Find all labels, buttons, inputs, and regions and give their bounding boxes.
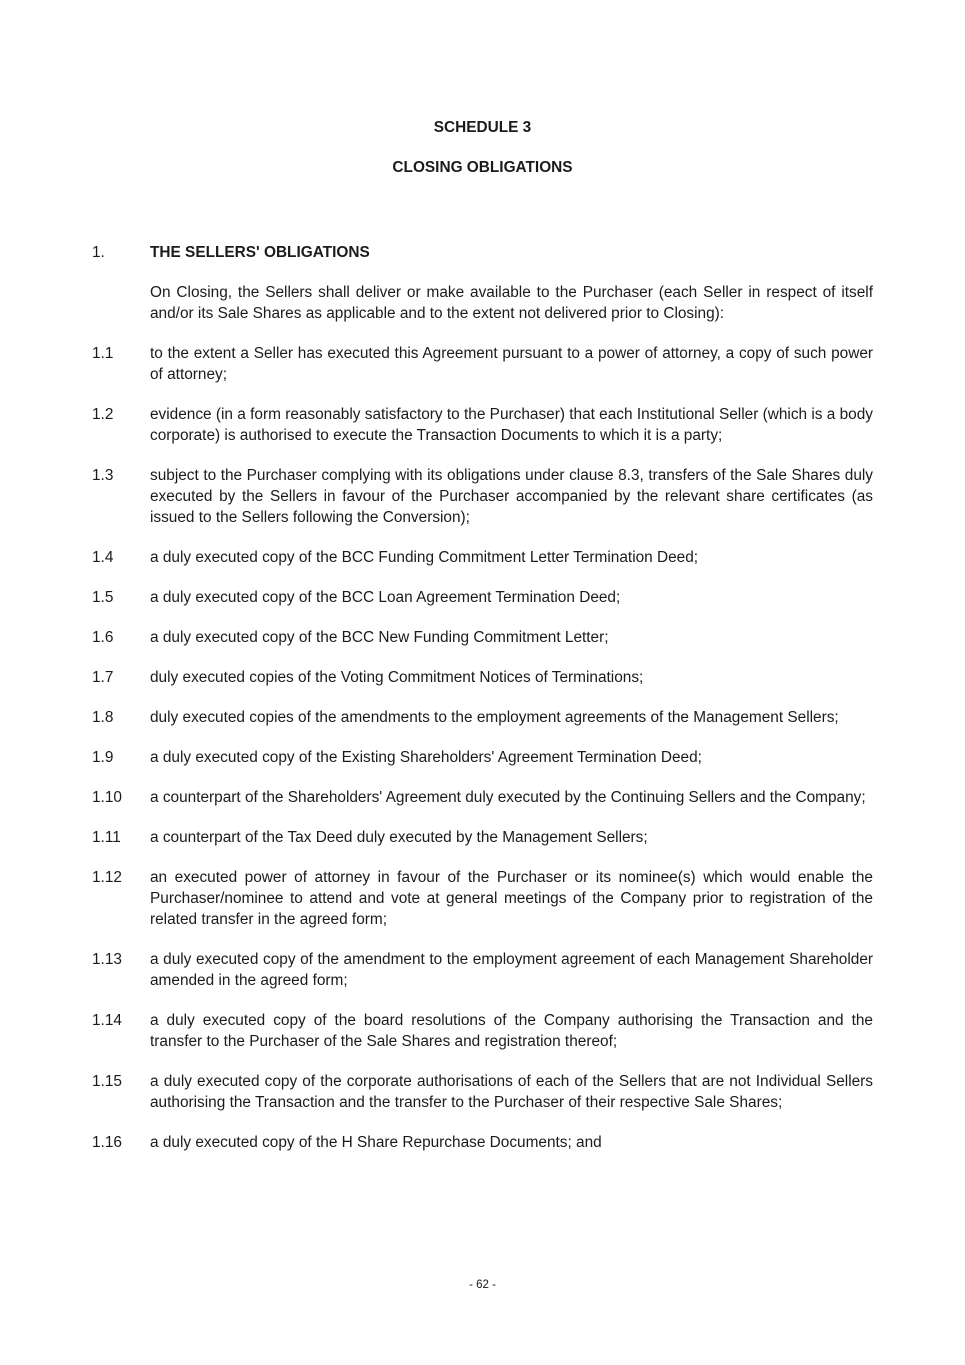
clause-number: 1.14 — [92, 1012, 122, 1029]
clause-item — [92, 667, 873, 688]
clause-item — [92, 867, 873, 930]
clause-number: 1.6 — [92, 629, 114, 646]
section-intro-row — [92, 282, 873, 324]
clause-text: duly executed copies of the amendments to the employment agreements of the Management Sellers; — [150, 709, 839, 726]
clause-number: 1.10 — [92, 789, 122, 806]
clause-number: 1.12 — [92, 869, 122, 886]
section-number: 1. — [92, 244, 105, 261]
section-heading: THE SELLERS' OBLIGATIONS — [150, 244, 370, 261]
clause-number: 1.7 — [92, 669, 114, 686]
clause-text: evidence (in a form reasonably satisfactory to the Purchaser) that each Institutional Seller (which is a body corporate) is authorised to execute the Transaction Documents to which it is a party; — [150, 406, 873, 444]
page-number: - 62 - — [469, 1279, 496, 1291]
clause-text: duly executed copies of the Voting Commitment Notices of Terminations; — [150, 669, 644, 686]
clause-item — [92, 787, 873, 808]
clause-text: a counterpart of the Tax Deed duly executed by the Management Sellers; — [150, 829, 648, 846]
clause-text: a duly executed copy of the BCC Funding Commitment Letter Termination Deed; — [150, 549, 699, 566]
clause-item — [92, 1071, 873, 1113]
clause-number: 1.15 — [92, 1073, 122, 1090]
clause-text: an executed power of attorney in favour of the Purchaser or its nominee(s) which would enable the Purchaser/nominee to attend and vote at general meetings of the Company prior to registration of the related transfer in the agreed form; — [150, 869, 873, 928]
clause-number: 1.13 — [92, 951, 122, 968]
clause-item — [92, 404, 873, 446]
clause-text: a counterpart of the Shareholders' Agreement duly executed by the Continuing Sellers and the Company; — [150, 789, 866, 806]
clause-number: 1.11 — [92, 829, 121, 846]
clause-text: a duly executed copy of the BCC New Funding Commitment Letter; — [150, 629, 609, 646]
intro-gutter — [92, 282, 150, 324]
clause-item — [92, 949, 873, 991]
clause-number: 1.4 — [92, 549, 114, 566]
clause-number: 1.3 — [92, 467, 114, 484]
clause-item — [92, 343, 873, 385]
clause-item — [92, 1132, 873, 1153]
clause-item — [92, 1010, 873, 1052]
clause-item — [92, 747, 873, 768]
clause-item — [92, 465, 873, 528]
clause-item — [92, 827, 873, 848]
clause-text: a duly executed copy of the board resolutions of the Company authorising the Transaction and the transfer to the Purchaser of the Sale Shares and registration thereof; — [150, 1012, 873, 1050]
clause-text: subject to the Purchaser complying with its obligations under clause 8.3, transfers of the Sale Shares duly executed by the Sellers in favour of the Purchaser accompanied by the relevant share certificates (as issued to the Sellers following the Conversion); — [150, 467, 873, 526]
clause-text: a duly executed copy of the BCC Loan Agreement Termination Deed; — [150, 589, 621, 606]
clause-item — [92, 707, 873, 728]
clause-number: 1.5 — [92, 589, 114, 606]
clause-number: 1.9 — [92, 749, 114, 766]
clause-text: a duly executed copy of the Existing Shareholders' Agreement Termination Deed; — [150, 749, 702, 766]
schedule-title: SCHEDULE 3 — [433, 119, 532, 136]
clause-number: 1.1 — [92, 345, 114, 362]
clause-number: 1.8 — [92, 709, 114, 726]
clause-item — [92, 627, 873, 648]
clause-text: a duly executed copy of the H Share Repurchase Documents; and — [150, 1134, 602, 1151]
section-intro: On Closing, the Sellers shall deliver or make available to the Purchaser (each Seller in respect of itself and/or its Sale Shares as applicable and to the extent not delivered prior to Closing): — [150, 284, 873, 322]
clause-text: to the extent a Seller has executed this Agreement pursuant to a power of attorney, a copy of such power of attorney; — [150, 345, 873, 383]
clause-number: 1.2 — [92, 406, 114, 423]
section-heading-row — [92, 242, 873, 263]
clause-item — [92, 587, 873, 608]
clause-item — [92, 547, 873, 568]
clause-number: 1.16 — [92, 1134, 122, 1151]
clause-text: a duly executed copy of the amendment to the employment agreement of each Management Shareholder amended in the agreed form; — [150, 951, 873, 989]
clause-text: a duly executed copy of the corporate authorisations of each of the Sellers that are not Individual Sellers authorising the Transaction and the transfer to the Purchaser of their respective Sale Shares; — [150, 1073, 873, 1111]
schedule-subtitle: CLOSING OBLIGATIONS — [392, 159, 573, 176]
